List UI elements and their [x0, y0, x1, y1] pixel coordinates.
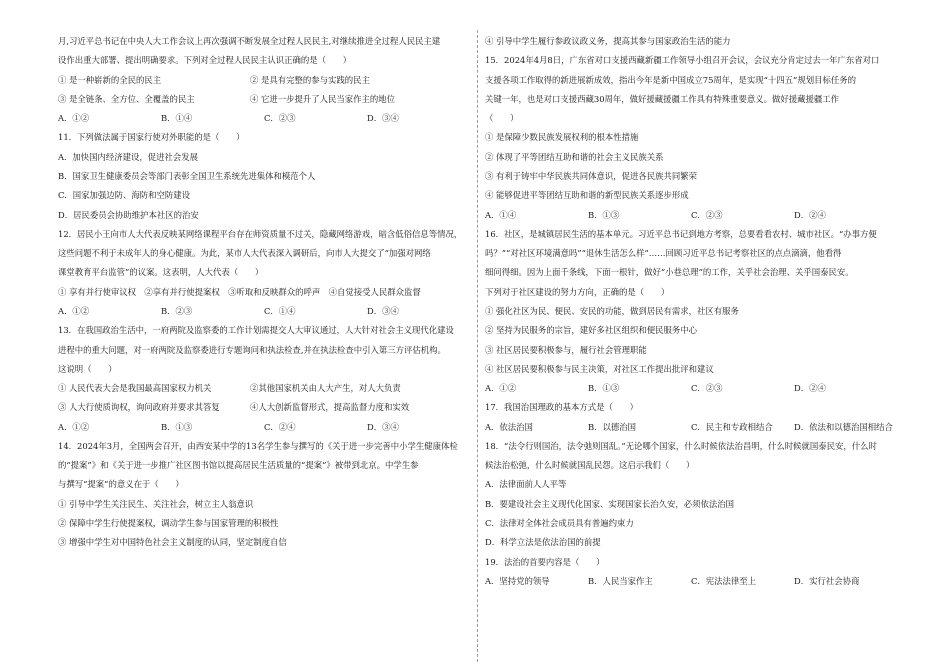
text-line: 课堂教育平台监管”的议案。这表明，人大代表（ ）	[58, 267, 264, 278]
text-line: ④ 引导中学生履行参政议政义务，提高其参与国家政治生活的能力	[485, 36, 731, 46]
answer-option: B．人民当家作主	[588, 575, 653, 586]
answer-option: C．民主和专政相结合	[691, 421, 773, 432]
answer-option: C．②③	[691, 209, 723, 220]
left-column	[58, 36, 470, 557]
text-line: 17．我国治国理政的基本方式是（ ）	[485, 402, 639, 413]
text-line: 的“提案”》和《关于进一步推广社区图书馆以提高居民生活质量的“提案”》被带到北京。中学生参	[58, 460, 419, 471]
text-line: ① 是保障少数民族发展权利的根本性措施	[485, 132, 639, 143]
text-line: A．加快国内经济建设，促进社会发展	[58, 151, 199, 162]
answer-option: A．①②	[485, 383, 517, 394]
text-line: ② 坚持为民服务的宗旨，建好多社区组织和便民服务中心	[485, 325, 698, 336]
text-line: B．要建设社会主义现代化国家、实现国家长治久安，必须依法治国	[485, 498, 735, 509]
text-line: 这些问题不利于未成年人的身心健康。为此，某市人大代表深入调研后，向市人大提交了“加强对网络	[58, 248, 431, 259]
text-line: D．居民委员会协助维护本社区的治安	[58, 209, 199, 220]
text-line: 16．社区，是城镇居民生活的基本单元。习近平总书记到地方考察，总要看看农村、城市社区。“办事方便	[485, 228, 877, 239]
text-line: 13．在我国政治生活中，一府两院及监察委的工作计划需提交人大审议通过，人大针对社会主义现代化建设	[58, 325, 454, 336]
text-line: 与撰写“提案”的意义在于（ ）	[58, 479, 184, 490]
text-line: （ ）	[485, 113, 519, 124]
answer-option: A．依法治国	[485, 421, 533, 432]
answer-option: ②其他国家机关由人大产生，对人大负责	[250, 383, 401, 394]
text-line: ② 保障中学生行使提案权，调动学生参与国家管理的积极性	[58, 518, 279, 529]
answer-option: A．①②	[58, 113, 90, 124]
answer-option: D．③④	[367, 305, 399, 316]
answer-option: C．②③	[691, 383, 723, 394]
answer-option: C．②③	[264, 113, 296, 124]
answer-option: B．以德治国	[588, 421, 637, 432]
answer-option: A．坚持党的领导	[485, 575, 550, 586]
text-line: ② 体现了平等团结互助和谐的社会主义民族关系	[485, 151, 664, 162]
answer-options-row	[58, 113, 470, 124]
text-line: ③ 社区居民要积极参与，履行社会管理职能	[485, 344, 647, 355]
text-line: ④ 社区居民要积极参与民主决策，对社区工作提出批评和建议	[485, 363, 714, 374]
answer-option: D．②④	[794, 383, 826, 394]
text-line: C．法律对全体社会成员具有普遍约束力	[485, 518, 634, 529]
text-line: ④ 能够促进平等团结互助和谐的新型民族关系逐步形成	[485, 190, 689, 201]
answer-option: ③ 是全链条、全方位、全覆盖的民主	[58, 93, 195, 104]
answer-options-row	[485, 576, 897, 587]
text-line: ③ 增强中学生对中国特色社会主义制度的认同，坚定制度自信	[58, 537, 287, 548]
answer-option: ① 是一种崭新的全民的民主	[58, 74, 162, 85]
text-line: 关键一年，也是对口支援西藏30周年，做好援藏援疆工作具有特殊重要意义。做好援藏援疆工作	[485, 93, 840, 104]
text-line: 14．2024年3月，全国两会召开，由西安某中学的13名学生参与撰写的《关于进一步完善中小学生健康体检	[58, 440, 458, 451]
text-line: 下列对于社区建设的努力方向，正确的是（ ）	[485, 286, 670, 297]
answer-options-row	[58, 383, 470, 394]
text-line: 进程中的重大问题，对一府两院及监察委进行专题询问和执法检查,并在执法检查中引入第三方评估机构。	[58, 344, 446, 355]
answer-option: C．①④	[264, 305, 296, 316]
text-line: 设作出重大部署、提出明确要求。下列对全过程人民民主认识正确的是（ ）	[58, 55, 352, 66]
text-line: ① 强化社区为民、便民、安民的功能，做到居民有需求，社区有服务	[485, 305, 739, 316]
answer-options-row	[58, 75, 470, 86]
answer-option: C．宪法法律至上	[691, 575, 757, 586]
text-line: 19．法治的首要内容是（ ）	[485, 556, 605, 567]
answer-option: A．①②	[58, 421, 90, 432]
text-line: 12．居民小王向市人大代表反映某网络课程平台存在师资质量不过关，隐藏网络游戏，暗含低俗信息等情况，	[58, 228, 463, 239]
text-line: 吗？”“对社区环境满意吗”“退休生活怎么样”……回顾习近平总书记考察社区的点点滴滴，他看得	[485, 248, 842, 259]
answer-option: A．①④	[485, 209, 517, 220]
answer-option: D．实行社会协商	[794, 575, 860, 586]
text-line: C．国家加强边防、海防和空防建设	[58, 190, 191, 201]
answer-option: ④人大创新监督形式，提高监督力度和实效	[250, 402, 410, 413]
answer-option: B．②③	[161, 305, 193, 316]
text-line: A．法律面前人人平等	[485, 479, 567, 490]
text-line: 18．“法令行则国治，法令弛则国乱。”无论哪个国家，什么时候依法治昌明，什么时候就国泰民安，什么时	[485, 440, 877, 451]
answer-options-row	[58, 402, 470, 413]
answer-option: D．③④	[367, 113, 399, 124]
answer-option: A．①②	[58, 305, 90, 316]
column-divider	[477, 30, 478, 662]
text-line: 支援各项工作取得的新进展新成效，指出今年是新中国成立75周年，是实现“十四五”规划目标任务的	[485, 74, 856, 85]
text-line: ① 引导中学生关注民生、关注社会，树立主人翁意识	[58, 498, 254, 509]
text-line: 候法治松弛，什么时候就国乱民怨。这启示我们（ ）	[485, 460, 695, 471]
answer-option: B．①③	[588, 209, 620, 220]
answer-option: ③ 人大行使质询权，询问政府并要求其答复	[58, 402, 220, 413]
answer-options-row	[485, 422, 897, 433]
answer-option: C．②④	[264, 421, 296, 432]
text-line: 11．下列做法属于国家行使对外职能的是（ ）	[58, 132, 245, 143]
text-line: D．科学立法是依法治国的前提	[485, 537, 601, 548]
text-line: ① 享有并行使审议权 ②享有并行使提案权 ③听取和反映群众的呼声 ④自觉接受人民群众监督	[58, 286, 421, 297]
text-line: ③ 有利于铸牢中华民族共同体意识，促进各民族共同繁荣	[485, 170, 698, 181]
text-line: 15．2024年4月8日，广东省对口支援西藏新疆工作领导小组召开会议，会议充分肯定过去一年广东省对口	[485, 55, 880, 66]
answer-option: D．依法和以德治国相结合	[794, 421, 893, 432]
answer-options-row	[58, 306, 470, 317]
text-line: B．国家卫生健康委员会等部门表彰全国卫生系统先进集体和模范个人	[58, 170, 316, 181]
answer-options-row	[485, 383, 897, 394]
answer-option: B．①④	[161, 113, 193, 124]
right-column	[485, 36, 897, 595]
answer-option: ② 是具有完整的参与实践的民主	[250, 74, 370, 85]
answer-option: D．②④	[794, 209, 826, 220]
answer-options-row	[58, 94, 470, 105]
answer-options-row	[58, 422, 470, 433]
text-line: 细问得细。因为上面千条线，下面一根针，做好“小巷总理”的工作，关乎社会治理、关乎国泰民安。	[485, 267, 854, 278]
answer-option: B．①③	[161, 421, 193, 432]
text-line: 这说明（ ）	[58, 363, 117, 374]
answer-option: D．③④	[367, 421, 399, 432]
answer-option: B．①③	[588, 383, 620, 394]
answer-options-row	[485, 210, 897, 221]
text-line: 月,习近平总书记在中央人大工作会议上再次强调不断发展全过程人民民主,对继续推进全过程人民民主建	[58, 36, 441, 46]
answer-option: ④ 它进一步提升了人民当家作主的地位	[250, 93, 396, 104]
answer-option: ① 人民代表大会是我国最高国家权力机关	[58, 383, 212, 394]
